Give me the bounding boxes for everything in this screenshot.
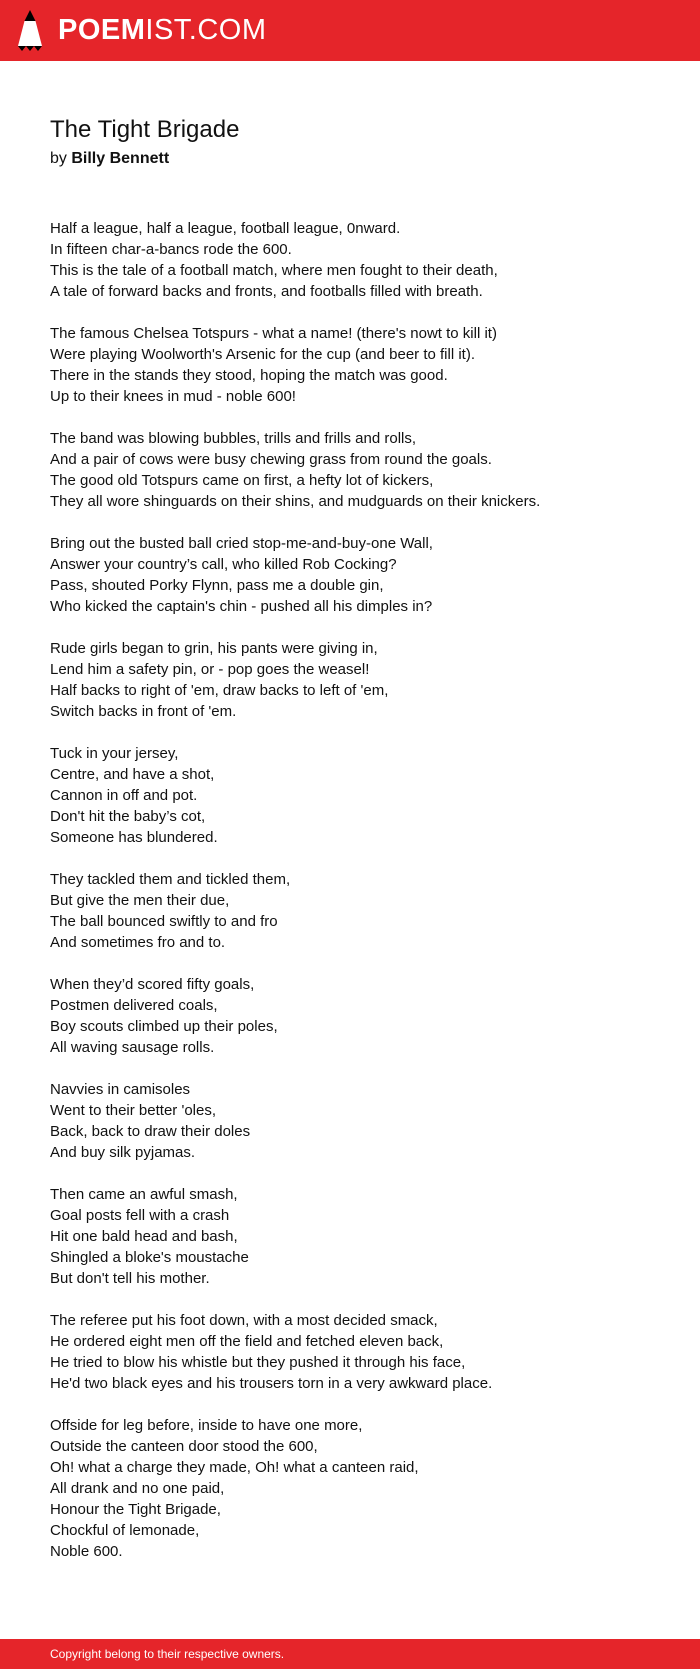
- poem-line: The famous Chelsea Totspurs - what a name! (there's nowt to kill it): [50, 325, 497, 342]
- poem-line: Noble 600.: [50, 1543, 123, 1560]
- stanza: [50, 1184, 660, 1289]
- poem-line: Hit one bald head and bash,: [50, 1228, 238, 1245]
- poem-line: Offside for leg before, inside to have one more,: [50, 1417, 363, 1434]
- poem-line: Who kicked the captain's chin - pushed all his dimples in?: [50, 598, 433, 615]
- poem-line: He ordered eight men off the field and fetched eleven back,: [50, 1333, 444, 1350]
- stanza: [50, 1079, 660, 1163]
- poem-line: Tuck in your jersey,: [50, 745, 179, 762]
- site-logo-link[interactable]: [18, 10, 267, 51]
- poem-line: Bring out the busted ball cried stop-me-and-buy-one Wall,: [50, 535, 433, 552]
- site-footer: [0, 1639, 700, 1669]
- poem-line: Rude girls began to grin, his pants were giving in,: [50, 640, 378, 657]
- poem-line: Outside the canteen door stood the 600,: [50, 1438, 318, 1455]
- stanza: [50, 323, 660, 407]
- poem-line: Boy scouts climbed up their poles,: [50, 1018, 278, 1035]
- poem-line: Don't hit the baby’s cot,: [50, 808, 206, 825]
- stanza: [50, 1310, 660, 1394]
- poem-line: The referee put his foot down, with a most decided smack,: [50, 1312, 438, 1329]
- brand-light: IST.COM: [145, 14, 267, 46]
- stanza: [50, 743, 660, 848]
- author-name: Billy Bennett: [71, 150, 170, 167]
- site-header: [0, 0, 700, 61]
- poem-line: Went to their better 'oles,: [50, 1102, 217, 1119]
- poem-line: The band was blowing bubbles, trills and frills and rolls,: [50, 430, 417, 447]
- poem-line: In fifteen char-a-bancs rode the 600.: [50, 241, 292, 258]
- copyright-text: Copyright belong to their respective owners.: [50, 1647, 285, 1661]
- poem-line: Postmen delivered coals,: [50, 997, 218, 1014]
- poem-line: He tried to blow his whistle but they pushed it through his face,: [50, 1354, 466, 1371]
- pencil-icon: [18, 10, 42, 51]
- brand-name: [58, 10, 267, 51]
- poem-line: Back, back to draw their doles: [50, 1123, 251, 1140]
- poem-line: When they’d scored fifty goals,: [50, 976, 255, 993]
- poem-title: The Tight Brigade: [50, 116, 240, 143]
- stanza: [50, 1415, 660, 1562]
- poem-body: [50, 218, 660, 1583]
- poem-line: But don't tell his mother.: [50, 1270, 210, 1287]
- poem-line: They all wore shinguards on their shins, and mudguards on their knickers.: [50, 493, 541, 510]
- poem-line: Shingled a bloke's moustache: [50, 1249, 249, 1266]
- poem-line: And buy silk pyjamas.: [50, 1144, 196, 1161]
- stanza: [50, 869, 660, 953]
- poem-line: And sometimes fro and to.: [50, 934, 226, 951]
- poem-line: And a pair of cows were busy chewing grass from round the goals.: [50, 451, 492, 468]
- brand-bold: POEM: [58, 14, 146, 46]
- poem-line: Someone has blundered.: [50, 829, 218, 846]
- poem-line: Goal posts fell with a crash: [50, 1207, 230, 1224]
- poem-line: A tale of forward backs and fronts, and footballs filled with breath.: [50, 283, 483, 300]
- poem-line: Then came an awful smash,: [50, 1186, 238, 1203]
- poem-line: Pass, shouted Porky Flynn, pass me a double gin,: [50, 577, 384, 594]
- byline: [50, 148, 169, 170]
- poem-line: Honour the Tight Brigade,: [50, 1501, 221, 1518]
- poem-line: There in the stands they stood, hoping the match was good.: [50, 367, 448, 384]
- poem-line: They tackled them and tickled them,: [50, 871, 291, 888]
- poem-line: Centre, and have a shot,: [50, 766, 215, 783]
- poem-line: Answer your country’s call, who killed Rob Cocking?: [50, 556, 397, 573]
- poem-line: Half backs to right of 'em, draw backs to left of 'em,: [50, 682, 389, 699]
- poem-line: But give the men their due,: [50, 892, 230, 909]
- poem-line: Lend him a safety pin, or - pop goes the weasel!: [50, 661, 370, 678]
- poem-line: Oh! what a charge they made, Oh! what a canteen raid,: [50, 1459, 419, 1476]
- stanza: [50, 533, 660, 617]
- poem-line: The ball bounced swiftly to and fro: [50, 913, 278, 930]
- stanza: [50, 974, 660, 1058]
- poem-line: Were playing Woolworth's Arsenic for the cup (and beer to fill it).: [50, 346, 476, 363]
- poem-line: This is the tale of a football match, where men fought to their death,: [50, 262, 498, 279]
- stanza: [50, 638, 660, 722]
- by-label: by: [50, 150, 67, 167]
- poem-line: The good old Totspurs came on first, a hefty lot of kickers,: [50, 472, 434, 489]
- poem-line: All drank and no one paid,: [50, 1480, 225, 1497]
- poem-line: Chockful of lemonade,: [50, 1522, 200, 1539]
- poem-line: Half a league, half a league, football league, 0nward.: [50, 220, 401, 237]
- poem-line: Cannon in off and pot.: [50, 787, 198, 804]
- stanza: [50, 428, 660, 512]
- poem-line: Navvies in camisoles: [50, 1081, 191, 1098]
- stanza: [50, 218, 660, 302]
- poem-line: He'd two black eyes and his trousers torn in a very awkward place.: [50, 1375, 493, 1392]
- poem-line: Up to their knees in mud - noble 600!: [50, 388, 296, 405]
- poem-line: Switch backs in front of 'em.: [50, 703, 237, 720]
- poem-line: All waving sausage rolls.: [50, 1039, 215, 1056]
